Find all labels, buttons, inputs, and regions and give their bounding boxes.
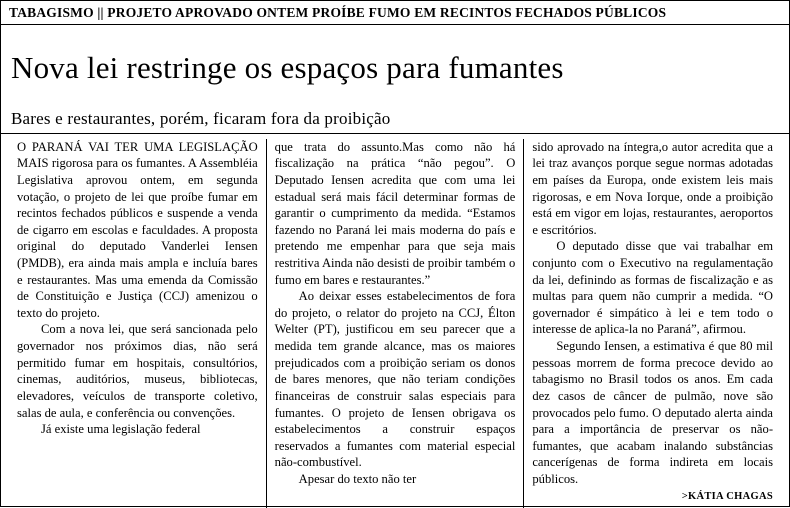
paragraph: Ao deixar esses estabelecimentos de fora do projeto, o relator do projeto na CCJ, Élton Welter (PT), justificou em seu parecer que a medida tem grande alcance, mas os maiores prejudicados com a proibição seriam os donos de bares menores, que não teriam condições financeiras de construir salas especiais para fumantes. O projeto de Iensen obrigava os estabelecimentos a construir espaços reservados a fumantes com material especial não-combustível. <box>274 289 516 470</box>
article-byline: >KÁTIA CHAGAS <box>681 490 774 502</box>
article-column-1 <box>9 139 266 508</box>
paragraph: Já existe uma legislação federal <box>41 422 201 437</box>
paragraph: Com a nova lei, que será sancionada pelo governador nos próximos dias, não será permitido fumar em hospitais, consultórios, cinemas, auditórios, museus, bibliotecas, elevadores, veículos de transporte coletivo, salas de aula, e conferência ou convenções. <box>17 322 258 420</box>
paragraph: que trata do assunto.Mas como não há fiscalização na prática “não pegou”. O Deputado Iensen acredita que com uma lei estadual será mais fácil determinar formas de garantir o cumprimento da medida. “Estamos fazendo no Paraná lei mais moderna do país e pretendo me empenhar para que seja mais restritiva Ainda não desisti de proibir também o fumo em bares e restaurantes.” <box>274 139 516 287</box>
article-column-2 <box>266 139 524 508</box>
paragraph: Segundo Iensen, a estimativa é que 80 mil pessoas morrem de forma precoce devido ao tabagismo no Brasil todos os anos. Em cada dez casos de câncer de pulmão, nove são provocados pelo fumo. O deputado alerta ainda para a importância de preservar os não-fumantes, que acabam inalando substâncias cancerígenas de forma indireta em locais públicos. <box>532 339 774 486</box>
page-title: Nova lei restringe os espaços para fumantes <box>11 49 564 85</box>
paragraph: Apesar do texto não ter <box>298 471 417 486</box>
article-kicker: TABAGISMO || PROJETO APROVADO ONTEM PROÍBE FUMO EM RECINTOS FECHADOS PÚBLICOS <box>1 1 789 25</box>
article-column-3 <box>523 139 781 508</box>
paragraph: O PARANÁ VAI TER UMA LEGISLAÇÃO MAIS rigorosa para os fumantes. A Assembléia Legislativa aprovou ontem, em segunda votação, o projeto de lei que proíbe fumar em recintos fechados públicos e suspende a venda de cigarro em escolas e faculdades. A proposta original do deputado Vanderlei Iensen (PMDB), era ainda mais ampla e incluía bares e restaurantes. Mas uma emenda da Comissão de Constituição e Justiça (CCJ) amenizou o texto do projeto. <box>17 139 258 320</box>
paragraph: sido aprovado na íntegra,o autor acredita que a lei traz avanços porque segue normas adotadas em países da Europa, onde existem leis mais rigorosas, e em Nova Iorque, onde a proibição está em vigor em lojas, restaurantes, aeroportos e escritórios. <box>532 139 774 237</box>
article-body <box>1 134 789 508</box>
article-subhead: Bares e restaurantes, porém, ficaram fora da proibição <box>1 105 789 134</box>
paragraph: O deputado disse que vai trabalhar em conjunto com o Executivo na regulamentação da lei, definindo as formas de fiscalização e as multas para quem não cumprir a medida. “O governador é simpático à lei e tem todo o interesse de aplica-la no Paraná”, afirmou. <box>532 239 774 337</box>
